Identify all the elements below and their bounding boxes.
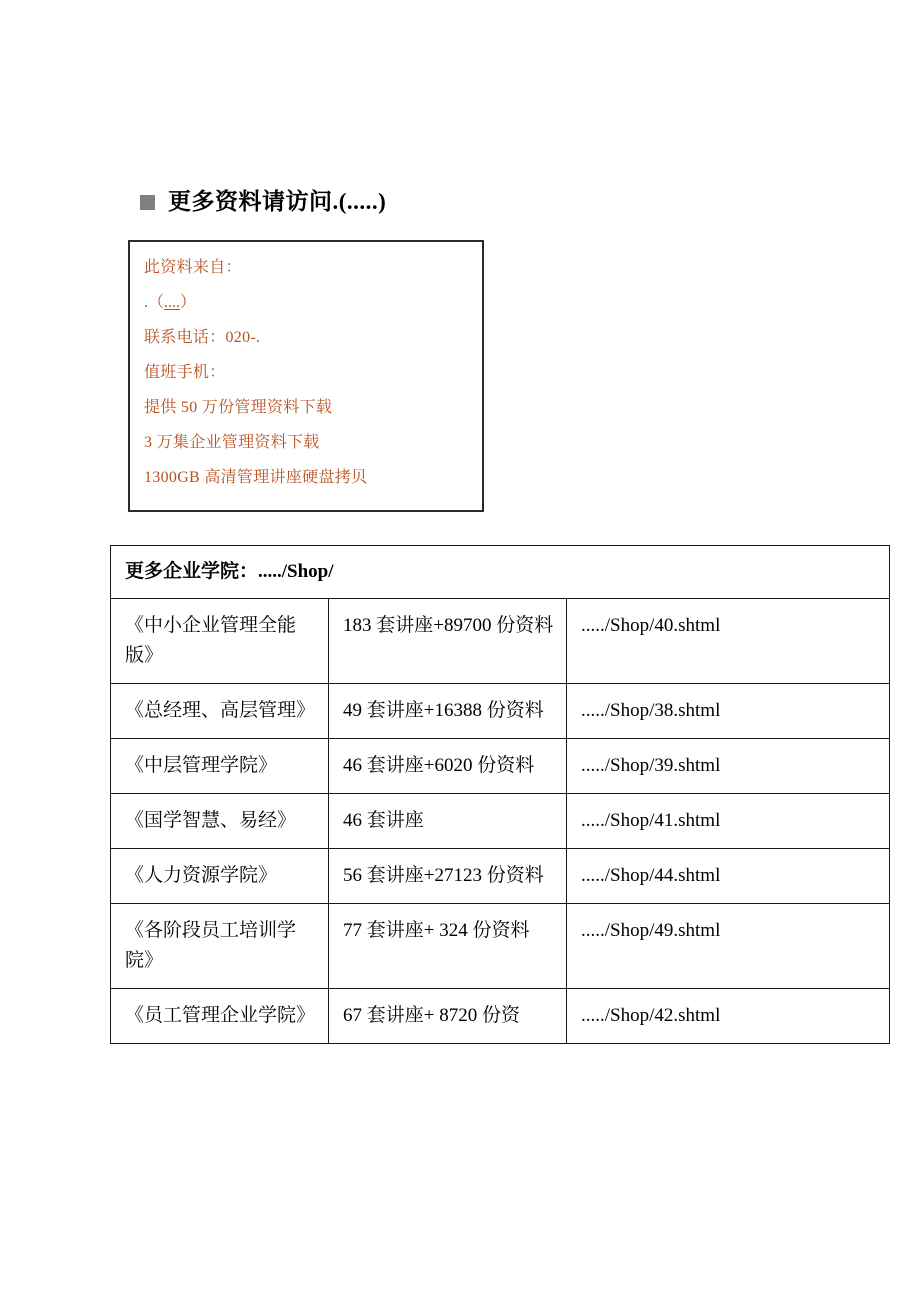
info-offer-2: 3 万集企业管理资料下载 [144,434,320,451]
info-link-line [144,295,482,311]
row-url[interactable]: ...../Shop/49.shtml [567,904,890,989]
info-offer-3: 1300GB 高清管理讲座硬盘拷贝 [144,469,368,486]
table-row [111,599,890,684]
page-heading-text: 更多资料请访问.(.....) [168,189,387,214]
info-source-link[interactable]: .... [164,294,181,311]
table-header-cell: 更多企业学院：...../Shop/ [111,546,890,599]
row-name: 《总经理、高层管理》 [111,684,329,739]
shop-table [110,545,890,1044]
row-url[interactable]: ...../Shop/44.shtml [567,849,890,904]
info-link-prefix: .（ [144,294,165,311]
row-detail: 77 套讲座+ 324 份资料 [329,904,567,989]
row-detail: 46 套讲座 [329,794,567,849]
row-url[interactable]: ...../Shop/38.shtml [567,684,890,739]
table-header-row [111,546,890,599]
row-name: 《中层管理学院》 [111,739,329,794]
row-name: 《员工管理企业学院》 [111,989,329,1044]
row-name: 《人力资源学院》 [111,849,329,904]
source-info-box [128,240,484,512]
table-row [111,849,890,904]
row-detail: 46 套讲座+6020 份资料 [329,739,567,794]
info-phone: 联系电话：020-. [144,329,261,346]
info-offer-1: 提供 50 万份管理资料下载 [144,399,333,416]
info-mobile: 值班手机： [144,364,226,381]
row-detail: 49 套讲座+16388 份资料 [329,684,567,739]
row-detail: 67 套讲座+ 8720 份资 [329,989,567,1044]
row-url[interactable]: ...../Shop/41.shtml [567,794,890,849]
table-row [111,989,890,1044]
table-row [111,739,890,794]
row-url[interactable]: ...../Shop/42.shtml [567,989,890,1044]
row-url[interactable]: ...../Shop/40.shtml [567,599,890,684]
row-name: 《国学智慧、易经》 [111,794,329,849]
row-detail: 56 套讲座+27123 份资料 [329,849,567,904]
filled-square-bullet-icon [140,195,155,210]
row-url[interactable]: ...../Shop/39.shtml [567,739,890,794]
info-source-label: 此资料来自： [144,259,242,276]
row-detail: 183 套讲座+89700 份资料 [329,599,567,684]
page-heading [140,190,386,213]
info-link-suffix: ） [180,294,197,311]
row-name: 《各阶段员工培训学院》 [111,904,329,989]
table-row [111,684,890,739]
row-name: 《中小企业管理全能版》 [111,599,329,684]
table-row [111,794,890,849]
table-row [111,904,890,989]
